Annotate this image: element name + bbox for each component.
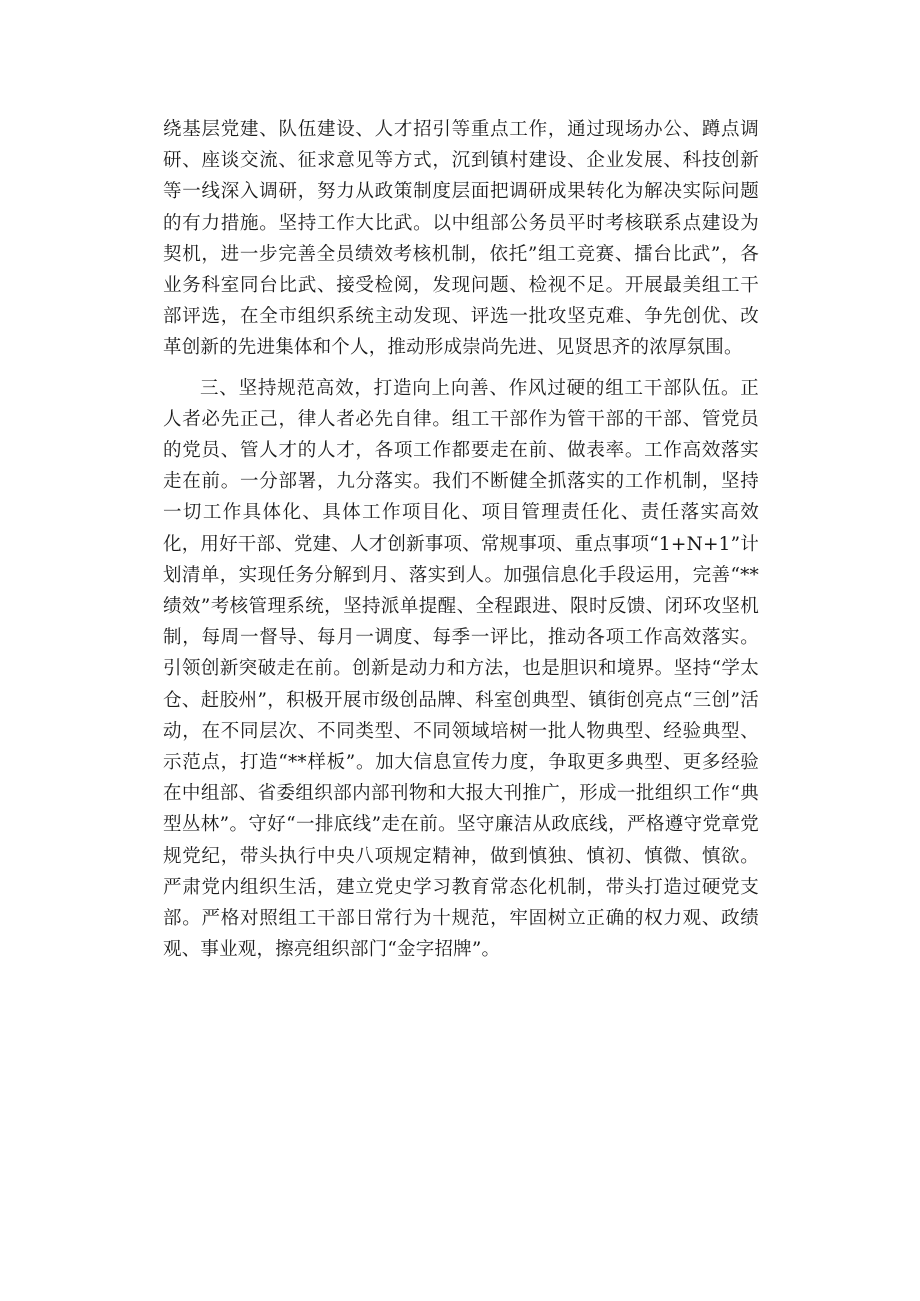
paragraph-continued: 绕基层党建、队伍建设、人才招引等重点工作，通过现场办公、蹲点调研、座谈交流、征求意见等方式，沉到镇村建设、企业发展、科技创新等一线深入调研，努力从政策制度层面把调研成果转化为解决实际问题的有力措施。坚持工作大比武。以中组部公务员平时考核联系点建设为契机，进一步完善全员绩效考核机制，依托”组工竞赛、擂台比武”，各业务科室同台比武、接受检阅，发现问题、检视不足。开展最美组工干部评选，在全市组织系统主动发现、评选一批攻坚克难、争先创优、改革创新的先进集体和个人，推动形成崇尚先进、见贤思齐的浓厚氛围。	[163, 119, 759, 359]
paragraph-section-three: 三、坚持规范高效，打造向上向善、作风过硬的组工干部队伍。正人者必先正己，律人者必先自律。组工干部作为管干部的干部、管党员的党员、管人才的人才，各项工作都要走在前、做表率。工作高效落实走在前。一分部署，九分落实。我们不断健全抓落实的工作机制，坚持一切工作具体化、具体工作项目化、项目管理责任化、责任落实高效化，用好干部、党建、人才创新事项、常规事项、重点事项“1+N+1”计划清单，实现任务分解到月、落实到人。加强信息化手段运用，完善“**绩效”考核管理系统，坚持派单提醒、全程跟进、限时反馈、闭环攻坚机制，每周一督导、每月一调度、每季一评比，推动各项工作高效落实。引领创新突破走在前。创新是动力和方法，也是胆识和境界。坚持“学太仓、赶胶州”，积极开展市级创品牌、科室创典型、镇街创亮点“三创”活动，在不同层次、不同类型、不同领域培树一批人物典型、经验典型、示范点，打造“**样板”。加大信息宣传力度，争取更多典型、更多经验在中组部、省委组织部内部刊物和大报大刊推广，形成一批组织工作“典型丛林”。守好“一排底线”走在前。坚守廉洁从政底线，严格遵守党章党规党纪，带头执行中央八项规定精神，做到慎独、慎初、慎微、慎欲。严肃党内组织生活，建立党史学习教育常态化机制，带头打造过硬党支部。严格对照组工干部日常行为十规范，牢固树立正确的权力观、政绩观、事业观，擦亮组织部门“金字招牌”。	[163, 377, 759, 961]
document-body	[163, 114, 759, 965]
